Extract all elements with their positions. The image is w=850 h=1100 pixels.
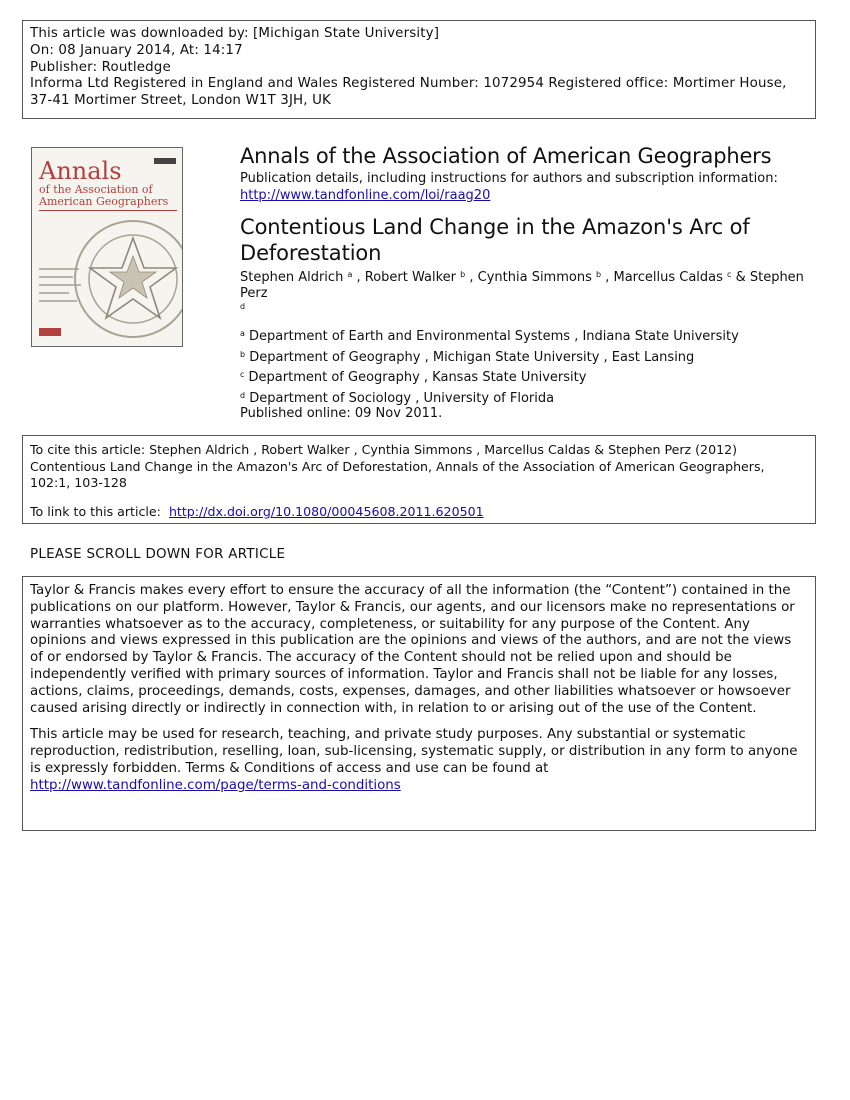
affiliation-item bbox=[240, 348, 820, 369]
article-link-block bbox=[30, 504, 808, 521]
author-list: Stephen Aldrich $^a$ , Robert Walker $^b$ , Cynthia Simmons $^b$ , Marcellus Caldas $^c$ & Stephen Perz $^d$ bbox=[240, 270, 804, 311]
publication-details-text: Publication details, including instructions for authors and subscription information: bbox=[240, 171, 778, 186]
affiliation-text: Department of Geography , Michigan State University , East Lansing bbox=[249, 349, 695, 365]
affiliation-marker: c bbox=[240, 370, 245, 380]
affiliation-list bbox=[240, 327, 820, 410]
author-name: Marcellus Caldas bbox=[613, 270, 723, 285]
affiliation-item bbox=[240, 368, 820, 389]
citation-text: Stephen Aldrich , Robert Walker , Cynthia Simmons , Marcellus Caldas & Stephen Perz (2012) Contentious Land Change in the Amazon's Arc of Deforestation, Annals of the Association of American Geographers, 102:1, 103-128 bbox=[30, 442, 765, 490]
publisher-logo bbox=[39, 328, 61, 336]
author-name: Stephen Aldrich bbox=[240, 270, 344, 285]
disclaimer-paragraph: Taylor & Francis makes every effort to ensure the accuracy of all the information (the “Content”) contained in the publications on our platform. However, Taylor & Francis, our agents, and our licensors make no representations or warranties whatsoever as to the accuracy, completeness, or suitability for any purpose of the Content. Any opinions and views expressed in this publication are the opinions and views of the authors, and are not the views of or endorsed by Taylor & Francis. The accuracy of the Content should not be relied upon and should be independently verified with primary sources of information. Taylor and Francis shall not be liable for any losses, actions, claims, proceedings, demands, costs, expenses, damages, and other liabilities whatsoever or howsoever caused arising directly or indirectly in connection with, in relation to or arising out of the use of the Content. bbox=[30, 583, 795, 716]
scroll-down-notice: PLEASE SCROLL DOWN FOR ARTICLE bbox=[30, 547, 286, 562]
journal-url-link[interactable]: http://www.tandfonline.com/loi/raag20 bbox=[240, 187, 491, 203]
journal-title: Annals of the Association of American Geographers bbox=[240, 144, 772, 168]
download-line-date: On: 08 January 2014, At: 14:17 bbox=[30, 42, 243, 58]
terms-conditions-link[interactable]: http://www.tandfonline.com/page/terms-and-conditions bbox=[30, 777, 401, 793]
author-name: Robert Walker bbox=[364, 270, 457, 285]
usage-terms-text: This article may be used for research, teaching, and private study purposes. Any substantial or systematic reproduction, redistribution, reselling, loan, sub-licensing, systematic supply, or distribution in any form to anyone is expressly forbidden. Terms & Conditions of access and use can be found at bbox=[30, 727, 798, 776]
publication-details bbox=[240, 171, 820, 204]
download-line-registration: Informa Ltd Registered in England and Wales Registered Number: 1072954 Registered office: Mortimer House, bbox=[30, 76, 787, 92]
cover-badge bbox=[154, 158, 176, 164]
affiliation-item bbox=[240, 327, 820, 348]
citation-box bbox=[22, 435, 816, 524]
download-line-address: 37-41 Mortimer Street, London W1T 3JH, UK bbox=[30, 93, 331, 109]
affiliation-marker: a bbox=[240, 329, 245, 338]
affiliation-text: Department of Sociology , University of Florida bbox=[249, 391, 555, 407]
journal-seal-star-icon bbox=[72, 218, 183, 340]
download-info-box bbox=[22, 20, 816, 119]
author-affil-marker: b bbox=[596, 270, 602, 279]
published-online-date: Published online: 09 Nov 2011. bbox=[240, 405, 443, 421]
cover-title: Annals bbox=[39, 157, 122, 185]
article-title: Contentious Land Change in the Amazon's Arc of Deforestation bbox=[240, 215, 750, 265]
author-name: Stephen Perz bbox=[240, 270, 804, 301]
cover-rule bbox=[39, 210, 177, 211]
affiliation-text: Department of Geography , Kansas State University bbox=[248, 370, 587, 386]
affiliation-marker: b bbox=[240, 349, 246, 359]
journal-cover-image bbox=[31, 147, 183, 347]
affiliation-marker: d bbox=[240, 391, 246, 401]
author-affil-marker: c bbox=[727, 270, 732, 279]
author-affil-marker: a bbox=[347, 270, 353, 279]
disclaimer-box bbox=[22, 576, 816, 831]
doi-link[interactable]: http://dx.doi.org/10.1080/00045608.2011.620501 bbox=[168, 503, 484, 519]
author-name: Cynthia Simmons bbox=[477, 270, 592, 285]
article-metadata bbox=[240, 142, 820, 422]
citation-label: To cite this article: bbox=[30, 442, 146, 457]
cover-subtitle: of the Association of American Geographers bbox=[39, 183, 169, 208]
download-line-publisher: Publisher: Routledge bbox=[30, 59, 171, 75]
article-link-label: To link to this article: bbox=[30, 503, 161, 519]
author-affil-marker: d bbox=[240, 302, 246, 311]
usage-terms-paragraph bbox=[30, 727, 808, 794]
affiliation-text: Department of Earth and Environmental Systems , Indiana State University bbox=[249, 329, 739, 344]
author-affil-marker: b bbox=[460, 270, 466, 279]
download-line-source: This article was downloaded by: [Michigan State University] bbox=[30, 26, 440, 41]
citation-block bbox=[30, 442, 808, 492]
